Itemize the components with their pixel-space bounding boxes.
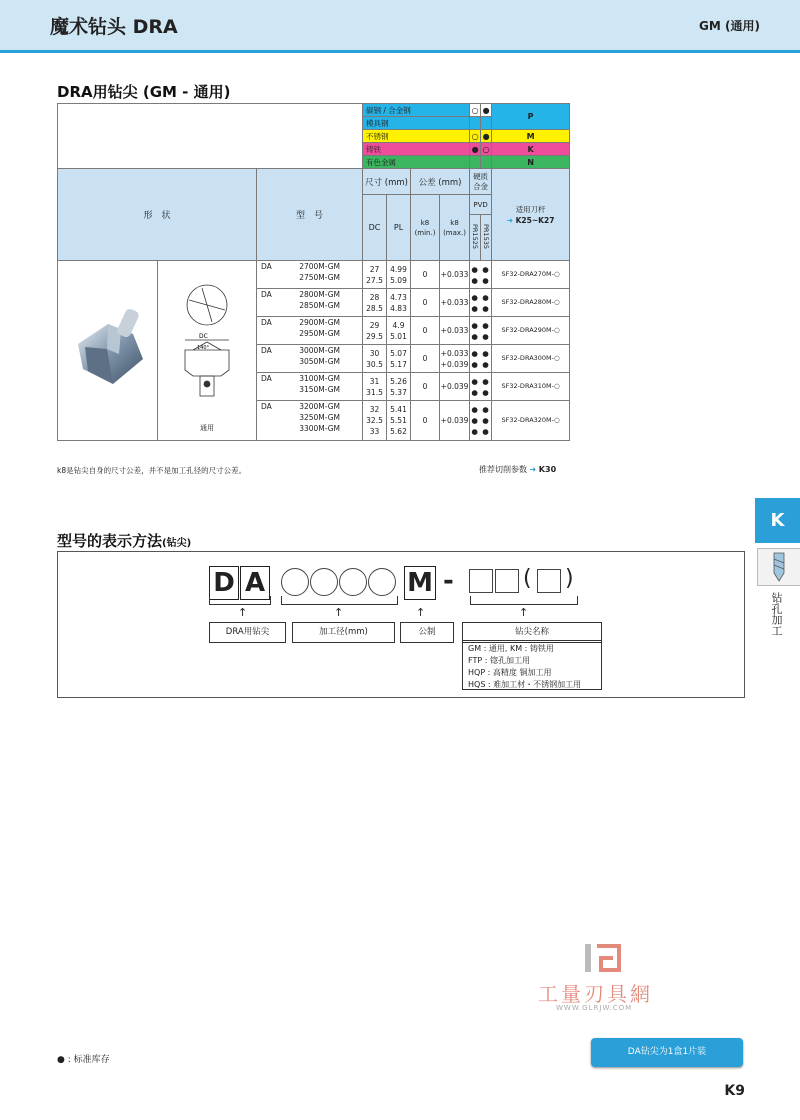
k8max-value: +0.033: [440, 261, 470, 289]
dc-value: 27.5: [366, 275, 383, 285]
dc-value: 30.5: [366, 359, 383, 369]
k8min-value: 0: [411, 401, 440, 441]
col-shape: 形 状: [58, 169, 257, 261]
k8max-value: +0.039: [440, 373, 470, 401]
tip-name-item: GM : 通用, KM : 铸铁用: [468, 644, 554, 653]
pl-value: 5.09: [390, 275, 407, 285]
label-tip-name: 钻尖名称: [462, 622, 602, 643]
stock-dots: ● ●: [471, 292, 490, 302]
col-model: 型 号: [257, 169, 363, 261]
material-k: 铸铁: [363, 143, 470, 156]
mark: ○: [470, 130, 481, 143]
letter-m: M: [404, 566, 436, 600]
dc-value: 32: [369, 405, 380, 414]
model: 2750M-GM: [299, 273, 341, 282]
letter-d: D: [209, 566, 239, 600]
material-m: 不锈钢: [363, 130, 470, 143]
holder-value: SF32-DRA310M-○: [492, 373, 570, 401]
mark: ●: [481, 130, 492, 143]
pl-value: 5.37: [390, 387, 407, 397]
col-k8max: k8 (max.): [440, 195, 470, 261]
pl-value: 5.07: [390, 348, 407, 358]
dc-value: 28.5: [366, 303, 383, 313]
digit-circle: [368, 568, 396, 596]
model: 2800M-GM: [299, 290, 341, 299]
holder-value: SF32-DRA280M-○: [492, 289, 570, 317]
pl-value: 5.62: [390, 427, 407, 436]
cat-p: P: [492, 104, 570, 130]
material-n: 有色金属: [363, 156, 470, 169]
col-pvd: PVD: [470, 195, 492, 215]
stock-dots: ● ●: [471, 303, 490, 313]
mark: ●: [470, 143, 481, 156]
dc-value: 28: [369, 292, 380, 302]
page-title: 魔术钻头 DRA: [50, 16, 178, 38]
pl-value: 4.99: [390, 264, 407, 274]
dc-value: 31.5: [366, 387, 383, 397]
col-size: 尺寸 (mm): [363, 169, 411, 195]
material-mold: 模具钢: [363, 117, 470, 130]
model-prefix: DA: [261, 346, 272, 355]
model-prefix: DA: [261, 318, 272, 327]
letter-a: A: [240, 566, 270, 600]
section-tab-k[interactable]: K: [755, 498, 800, 543]
col-dc: DC: [363, 195, 387, 261]
designation-title-sub: (钻尖): [162, 538, 192, 549]
k8min-value: 0: [411, 373, 440, 401]
digit-circle: [281, 568, 309, 596]
label-dra-tip: DRA用钻尖: [209, 622, 286, 643]
pl-value: 5.51: [390, 416, 407, 425]
dc-value: 32.5: [366, 416, 383, 425]
up-arrow-icon: ↑: [238, 606, 248, 619]
arrow-icon: ➜: [506, 215, 513, 225]
model: 3250M-GM: [299, 413, 341, 422]
col-k8min: k8 (min.): [411, 195, 440, 261]
arrow-icon: ➜: [529, 465, 537, 474]
holder-value: SF32-DRA290M-○: [492, 317, 570, 345]
blank-cell: [58, 104, 363, 169]
paren-open: (: [523, 566, 532, 591]
header-rule: [0, 50, 800, 53]
paren-close: ): [565, 566, 574, 591]
name-box: [469, 569, 493, 593]
side-label: 钻孔加工: [770, 592, 783, 636]
pl-value: 5.01: [390, 331, 407, 341]
model: 2900M-GM: [299, 318, 341, 327]
grade-1: PR1525: [471, 224, 480, 249]
stock-dots: ● ●: [471, 376, 490, 386]
model: 3050M-GM: [299, 357, 341, 366]
model-prefix: DA: [261, 290, 272, 299]
cat-m: M: [492, 130, 570, 143]
model: 2850M-GM: [299, 301, 341, 310]
pl-value: 4.9: [392, 320, 405, 330]
cutting-ref-label: 推荐切削参数: [479, 465, 527, 474]
watermark-text: 工量刃具網: [538, 982, 653, 1006]
holder-title: 适用刀杆: [515, 204, 546, 214]
mark: ○: [470, 104, 481, 117]
dim-angle: 140°: [197, 345, 210, 351]
stock-dots: ● ●: [471, 264, 490, 274]
watermark-logo: [583, 942, 623, 976]
mark: ○: [481, 143, 492, 156]
drilling-icon: [757, 548, 800, 586]
grade-2: PR1535: [482, 224, 491, 249]
name-box: [537, 569, 561, 593]
table-title: DRA用钻尖 (GM - 通用): [57, 83, 231, 101]
dc-value: 27: [369, 264, 380, 274]
pl-value: 5.17: [390, 359, 407, 369]
k8min-value: 0: [411, 317, 440, 345]
k8max-value: +0.033: [440, 289, 470, 317]
digit-circle: [339, 568, 367, 596]
k8min-value: 0: [411, 289, 440, 317]
dc-value: 30: [369, 348, 380, 358]
pl-value: 5.41: [390, 405, 407, 414]
spec-table: [57, 103, 570, 441]
col-holder: [492, 169, 570, 261]
model: 3200M-GM: [299, 402, 341, 411]
name-box: [495, 569, 519, 593]
k8max-value: +0.033: [440, 348, 469, 358]
holder-ref: K25~K27: [515, 215, 555, 225]
up-arrow-icon: ↑: [519, 606, 529, 619]
pl-value: 5.26: [390, 376, 407, 386]
bracket: [209, 596, 271, 605]
stock-dots: ● ●: [471, 359, 490, 369]
packaging-button[interactable]: DA钻尖为1盒1片装: [591, 1038, 743, 1067]
model-prefix: DA: [261, 402, 272, 411]
drawing-cell: [158, 261, 257, 441]
model-prefix: DA: [261, 262, 272, 271]
header-category: GM (通用): [699, 19, 760, 33]
label-metric: 公制: [400, 622, 454, 643]
dc-value: 31: [369, 376, 380, 386]
tip-name-item: HQS : 难加工材・不锈钢加工用: [468, 680, 582, 689]
model: 3300M-GM: [299, 424, 341, 433]
stock-legend: ● : 标准库存: [57, 1055, 110, 1065]
dim-dc: DC: [199, 333, 208, 340]
stock-dots: ● ●: [471, 348, 490, 358]
tolerance-note: k8是钻尖自身的尺寸公差，并不是加工孔径的尺寸公差。: [57, 466, 247, 475]
mark: ●: [481, 104, 492, 117]
k8min-value: 0: [411, 261, 440, 289]
col-carbide: 硬质合金: [470, 169, 492, 195]
col-tol: 公差 (mm): [411, 169, 470, 195]
pl-value: 4.73: [390, 292, 407, 302]
col-pl: PL: [387, 195, 411, 261]
drill-tip-drawing: [167, 280, 247, 420]
dc-value: 33: [369, 427, 380, 436]
tip-name-item: FTP : 锪孔加工用: [468, 656, 530, 665]
stock-dots: ● ●: [471, 320, 490, 330]
cutting-ref-page: K30: [538, 465, 557, 474]
holder-value: SF32-DRA300M-○: [492, 345, 570, 373]
model-prefix: DA: [261, 374, 272, 383]
k8max-value: +0.039: [440, 401, 470, 441]
model: 3150M-GM: [299, 385, 341, 394]
photo-cell: [58, 261, 158, 441]
holder-value: SF32-DRA320M-○: [492, 401, 570, 441]
model: 3000M-GM: [299, 346, 341, 355]
k8max-value: +0.039: [440, 359, 469, 369]
cat-n: N: [492, 156, 570, 169]
model: 2700M-GM: [299, 262, 341, 271]
page-number: K9: [724, 1083, 745, 1099]
cat-k: K: [492, 143, 570, 156]
holder-value: SF32-DRA270M-○: [492, 261, 570, 289]
stock-dots: ● ●: [471, 416, 490, 425]
bracket: [470, 596, 578, 605]
tip-name-list: [462, 640, 602, 690]
watermark-url: WWW.GLRJW.COM: [556, 1004, 633, 1012]
bracket: [281, 596, 398, 605]
up-arrow-icon: ↑: [334, 606, 344, 619]
cutting-ref[interactable]: [479, 464, 556, 475]
material-p: 碳钢 / 合金钢: [363, 104, 470, 117]
stock-dots: ● ●: [471, 275, 490, 285]
dc-value: 29: [369, 320, 380, 330]
tip-name-item: HQP : 高精度 铜加工用: [468, 668, 552, 677]
designation-title: [57, 530, 191, 551]
k8min-value: 0: [411, 345, 440, 373]
up-arrow-icon: ↑: [416, 606, 426, 619]
stock-dots: ● ●: [471, 387, 490, 397]
dc-value: 29.5: [366, 331, 383, 341]
drawing-label: 通用: [200, 424, 214, 432]
model: 2950M-GM: [299, 329, 341, 338]
pl-value: 4.83: [390, 303, 407, 313]
stock-dots: ● ●: [471, 331, 490, 341]
drill-tip-photo: [63, 299, 153, 399]
stock-dots: ● ●: [471, 405, 490, 414]
label-diameter: 加工径(mm): [292, 622, 395, 643]
digit-circle: [310, 568, 338, 596]
dash: -: [443, 566, 454, 596]
stock-dots: ● ●: [471, 427, 490, 436]
model: 3100M-GM: [299, 374, 341, 383]
k8max-value: +0.033: [440, 317, 470, 345]
designation-title-text: 型号的表示方法: [57, 532, 163, 550]
